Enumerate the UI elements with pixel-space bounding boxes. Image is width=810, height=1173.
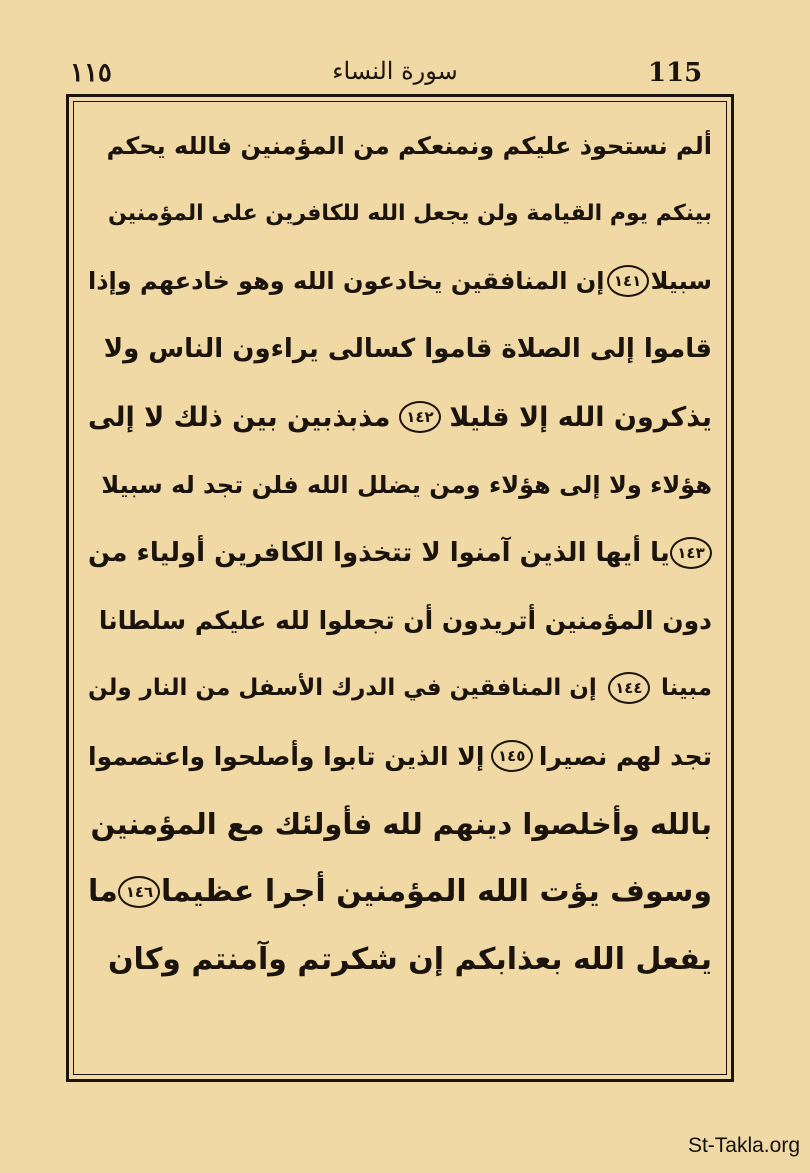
verse-text: هؤلاء ولا إلى هؤلاء ومن يضلل الله فلن تجد له سبيلا	[101, 470, 712, 499]
page-number-latin: 115	[648, 58, 703, 88]
verse-line	[88, 315, 712, 383]
verse-text: إن المنافقين يخادعون الله وهو خادعهم وإذا	[88, 267, 605, 296]
ayah-number-marker: ١٤٣	[670, 537, 712, 569]
verse-text: مذبذبين بين ذلك لا إلى	[88, 401, 391, 433]
verse-line	[88, 654, 712, 722]
verse-line	[88, 587, 712, 655]
verse-line	[88, 926, 712, 994]
verse-text: إن المنافقين في الدرك الأسفل من النار ولن	[88, 675, 597, 702]
page-header	[0, 0, 810, 90]
verse-text: إلا الذين تابوا وأصلحوا واعتصموا	[88, 741, 485, 771]
verse-text: ما	[88, 874, 118, 910]
verse-text: قاموا إلى الصلاة قاموا كسالى يراءون الناس ولا	[103, 334, 712, 365]
verse-text: يفعل الله بعذابكم إن شكرتم وآمنتم وكان	[107, 941, 712, 977]
verse-text: ألم نستحوذ عليكم ونمنعكم من المؤمنين فالله يحكم	[106, 131, 712, 160]
verse-line	[88, 790, 712, 858]
verse-text: دون المؤمنين أتريدون أن تجعلوا لله عليكم سلطانا	[98, 605, 712, 635]
verse-line	[88, 519, 712, 587]
ayah-number-marker: ١٤٢	[399, 401, 441, 433]
verse-line	[88, 383, 712, 451]
verse-text: بالله وأخلصوا دينهم لله فأولئك مع المؤمنين	[90, 806, 712, 841]
verse-text: بينكم يوم القيامة ولن يجعل الله للكافرين على المؤمنين	[107, 201, 712, 227]
verse-line	[88, 722, 712, 790]
quran-text-block	[88, 112, 712, 1062]
verse-line	[88, 858, 712, 926]
watermark: St-Takla.org	[687, 1134, 800, 1157]
verse-text: تجد لهم نصيرا	[538, 741, 712, 771]
verse-line	[88, 180, 712, 248]
verse-line	[88, 248, 712, 316]
ayah-number-marker: ١٤٥	[491, 740, 533, 772]
ayah-number-marker: ١٤٤	[608, 672, 650, 704]
verse-text: يا أيها الذين آمنوا لا تتخذوا الكافرين أولياء من	[88, 537, 670, 568]
verse-text: يذكرون الله إلا قليلا	[449, 401, 712, 433]
verse-text: مبينا	[660, 675, 712, 702]
verse-line	[88, 112, 712, 180]
verse-line	[88, 451, 712, 519]
ayah-number-marker: ١٤٦	[118, 876, 160, 908]
verse-text: سبيلا	[650, 267, 712, 296]
page-number-arabic: ١١٥	[70, 58, 112, 88]
verse-text: وسوف يؤت الله المؤمنين أجرا عظيما	[161, 874, 712, 910]
ayah-number-marker: ١٤١	[607, 265, 649, 297]
surah-title: سورة النساء	[332, 57, 458, 85]
